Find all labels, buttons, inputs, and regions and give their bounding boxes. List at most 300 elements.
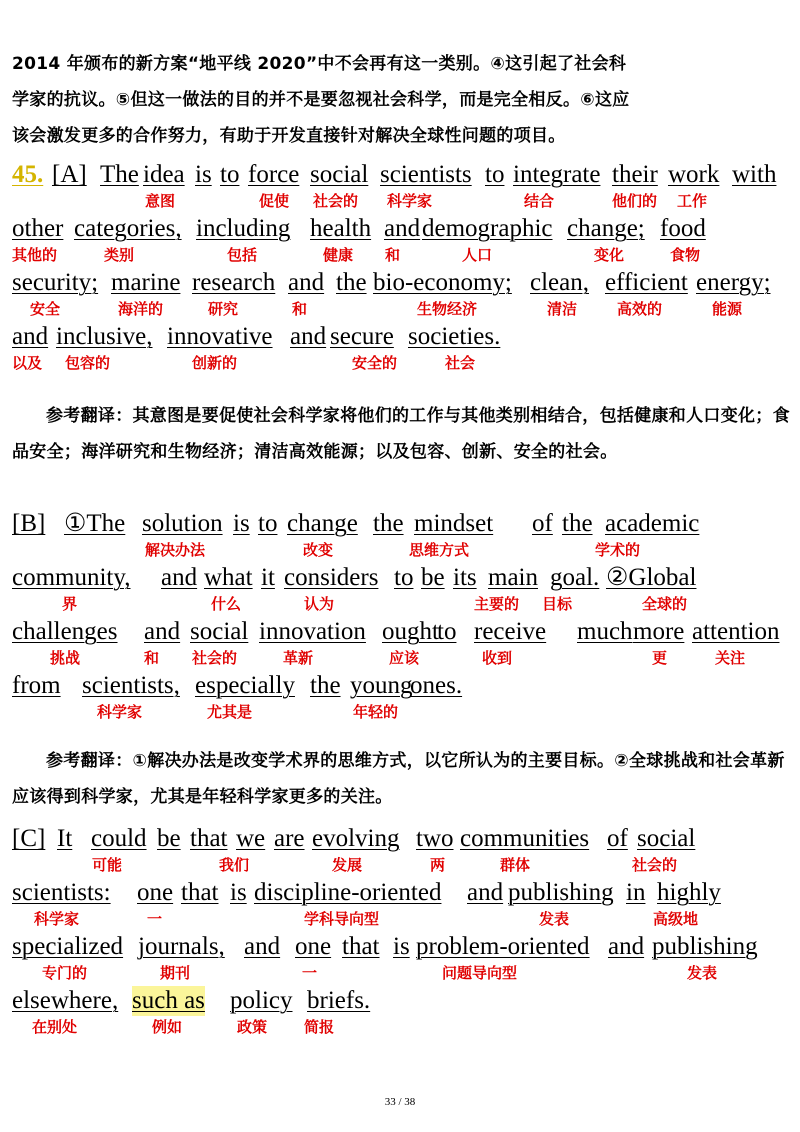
english-word: inclusive, bbox=[56, 323, 153, 350]
chinese-gloss: 和 bbox=[385, 246, 401, 264]
english-word: work bbox=[668, 161, 720, 188]
gloss-token bbox=[64, 509, 125, 539]
english-word: to bbox=[394, 564, 414, 591]
gloss-token bbox=[474, 617, 546, 647]
gloss-token bbox=[12, 563, 131, 593]
gloss-line bbox=[12, 617, 792, 673]
english-word: marine bbox=[111, 269, 181, 296]
english-word: it bbox=[261, 564, 275, 591]
chinese-gloss: 以及 bbox=[12, 354, 43, 372]
gloss-token bbox=[56, 322, 153, 352]
chinese-gloss: 科学家 bbox=[387, 192, 433, 210]
chinese-gloss: 更 bbox=[652, 649, 668, 667]
chinese-gloss: 简报 bbox=[304, 1018, 335, 1036]
chinese-gloss: 类别 bbox=[104, 246, 135, 264]
english-word: is bbox=[233, 510, 250, 537]
gloss-token bbox=[192, 268, 275, 298]
chinese-gloss: 发展 bbox=[332, 856, 363, 874]
chinese-gloss: 可能 bbox=[92, 856, 123, 874]
english-word: and bbox=[384, 215, 421, 242]
chinese-gloss: 学科导向型 bbox=[304, 910, 380, 928]
chinese-gloss: 群体 bbox=[500, 856, 531, 874]
gloss-token bbox=[258, 509, 277, 539]
english-word: highly bbox=[657, 879, 721, 906]
english-word: such as bbox=[132, 987, 205, 1014]
chinese-gloss: 认为 bbox=[304, 595, 335, 613]
english-word: It bbox=[57, 825, 73, 852]
chinese-gloss: 工作 bbox=[677, 192, 708, 210]
gloss-line bbox=[12, 322, 792, 378]
gloss-token bbox=[421, 563, 445, 593]
chinese-gloss: 应该 bbox=[389, 649, 420, 667]
chinese-gloss: 社会的 bbox=[313, 192, 359, 210]
english-word: The bbox=[100, 161, 139, 188]
english-word: that bbox=[190, 825, 228, 852]
chinese-gloss: 和 bbox=[144, 649, 160, 667]
chinese-gloss: 两 bbox=[430, 856, 446, 874]
chinese-gloss: 食物 bbox=[670, 246, 701, 264]
english-word: discipline-oriented bbox=[254, 879, 442, 906]
chinese-gloss: 创新的 bbox=[192, 354, 238, 372]
gloss-line bbox=[12, 932, 792, 988]
gloss-token bbox=[181, 878, 219, 908]
page-number bbox=[0, 1096, 800, 1108]
english-word: to bbox=[258, 510, 278, 537]
gloss-token bbox=[12, 268, 98, 298]
gloss-token bbox=[422, 214, 553, 244]
chinese-gloss: 人口 bbox=[462, 246, 493, 264]
gloss-token bbox=[637, 824, 695, 854]
english-word: health bbox=[310, 215, 372, 242]
gloss-token bbox=[220, 160, 239, 190]
gloss-token bbox=[82, 671, 180, 701]
translation-b: 参考翻译：①解决办法是改变学术界的思维方式，以它所认为的主要目标。②全球挑战和社会革新应该得到科学家，尤其是年轻科学家更多的关注。 bbox=[12, 751, 785, 807]
chinese-gloss: 海洋的 bbox=[118, 300, 164, 318]
english-word: attention bbox=[692, 618, 780, 645]
gloss-token bbox=[190, 824, 228, 854]
gloss-token bbox=[612, 160, 658, 190]
gloss-token bbox=[161, 563, 197, 593]
gloss-token bbox=[244, 932, 280, 962]
gloss-line bbox=[12, 824, 792, 880]
english-word: scientists bbox=[380, 161, 472, 188]
chinese-gloss: 促使 bbox=[259, 192, 290, 210]
gloss-token bbox=[312, 824, 400, 854]
english-word: in bbox=[626, 879, 646, 906]
english-word: solution bbox=[142, 510, 223, 537]
gloss-token bbox=[132, 986, 205, 1016]
current-page: 33 bbox=[384, 1096, 396, 1108]
intro-line: 学家的抗议。⑤但这一做法的目的并不是要忽视社会科学，而是完全相反。⑥这应 bbox=[12, 90, 630, 110]
gloss-token bbox=[608, 932, 644, 962]
english-word: the bbox=[562, 510, 593, 537]
gloss-token bbox=[137, 878, 173, 908]
chinese-gloss: 其他的 bbox=[12, 246, 58, 264]
chinese-gloss: 挑战 bbox=[50, 649, 81, 667]
intro-line: 2014 年颁布的新方案“地平线 2020”中不会再有这一类别。④这引起了社会科 bbox=[12, 54, 627, 74]
english-word: that bbox=[342, 933, 380, 960]
gloss-token bbox=[606, 563, 696, 593]
english-word: to bbox=[220, 161, 240, 188]
gloss-token bbox=[91, 824, 147, 854]
english-word: we bbox=[236, 825, 266, 852]
english-word: and bbox=[12, 323, 49, 350]
gloss-token bbox=[657, 878, 721, 908]
chinese-gloss: 意图 bbox=[145, 192, 176, 210]
chinese-gloss: 学术的 bbox=[595, 541, 641, 559]
chinese-gloss: 包括 bbox=[227, 246, 258, 264]
gloss-token bbox=[488, 563, 538, 593]
gloss-token bbox=[142, 509, 223, 539]
english-word: with bbox=[732, 161, 777, 188]
gloss-token bbox=[144, 617, 180, 647]
chinese-gloss: 一 bbox=[302, 964, 318, 982]
chinese-gloss: 和 bbox=[292, 300, 308, 318]
english-word: one bbox=[137, 879, 174, 906]
english-word: energy; bbox=[696, 269, 771, 296]
english-word: food bbox=[660, 215, 706, 242]
gloss-token bbox=[12, 986, 118, 1016]
gloss-token bbox=[12, 932, 123, 962]
english-word: problem-oriented bbox=[416, 933, 590, 960]
chinese-gloss: 全球的 bbox=[642, 595, 688, 613]
english-word: and bbox=[144, 618, 181, 645]
total-pages: 38 bbox=[404, 1096, 416, 1108]
chinese-gloss: 我们 bbox=[219, 856, 250, 874]
gloss-token bbox=[350, 671, 413, 701]
gloss-token bbox=[12, 617, 118, 647]
gloss-token bbox=[567, 214, 645, 244]
gloss-token bbox=[143, 160, 185, 190]
question-number bbox=[12, 160, 43, 190]
gloss-token bbox=[74, 214, 182, 244]
gloss-token bbox=[310, 671, 341, 701]
english-word: especially bbox=[195, 672, 295, 699]
chinese-gloss: 什么 bbox=[211, 595, 242, 613]
gloss-token bbox=[288, 268, 324, 298]
english-word: its bbox=[453, 564, 477, 591]
english-word: social bbox=[190, 618, 249, 645]
english-word: to bbox=[437, 618, 457, 645]
gloss-token bbox=[12, 509, 45, 539]
chinese-gloss: 科学家 bbox=[97, 703, 143, 721]
english-word: societies. bbox=[408, 323, 501, 350]
chinese-gloss: 革新 bbox=[283, 649, 314, 667]
english-word: ought bbox=[382, 618, 439, 645]
chinese-gloss: 政策 bbox=[237, 1018, 268, 1036]
chinese-gloss: 目标 bbox=[542, 595, 573, 613]
chinese-gloss: 问题导向型 bbox=[442, 964, 518, 982]
chinese-gloss: 关注 bbox=[715, 649, 746, 667]
chinese-gloss: 年轻的 bbox=[353, 703, 399, 721]
english-word: academic bbox=[605, 510, 700, 537]
gloss-token bbox=[259, 617, 366, 647]
gloss-token bbox=[230, 878, 247, 908]
gloss-token bbox=[190, 617, 248, 647]
gloss-token bbox=[195, 160, 212, 190]
gloss-token bbox=[157, 824, 181, 854]
gloss-token bbox=[261, 563, 275, 593]
english-word: two bbox=[416, 825, 454, 852]
english-word: the bbox=[310, 672, 341, 699]
english-word: and bbox=[467, 879, 504, 906]
english-word: more bbox=[633, 618, 685, 645]
english-word: research bbox=[192, 269, 276, 296]
gloss-token bbox=[732, 160, 776, 190]
gloss-token bbox=[310, 160, 368, 190]
gloss-token bbox=[233, 509, 250, 539]
english-word: young bbox=[350, 672, 413, 699]
chinese-gloss: 科学家 bbox=[34, 910, 80, 928]
english-word: idea bbox=[143, 161, 185, 188]
gloss-token bbox=[230, 986, 293, 1016]
chinese-gloss: 生物经济 bbox=[417, 300, 478, 318]
english-word: policy bbox=[230, 987, 293, 1014]
english-word: other bbox=[12, 215, 64, 242]
gloss-token bbox=[562, 509, 593, 539]
translation-a: 参考翻译：其意图是要促使社会科学家将他们的工作与其他类别相结合，包括健康和人口变化；食品安全；海洋研究和生物经济；清洁高效能源；以及包容、创新、安全的社会。 bbox=[12, 406, 790, 462]
gloss-line bbox=[12, 563, 792, 619]
gloss-token bbox=[414, 509, 493, 539]
chinese-gloss: 期刊 bbox=[160, 964, 191, 982]
english-word: is bbox=[195, 161, 212, 188]
gloss-token bbox=[652, 932, 758, 962]
chinese-gloss: 结合 bbox=[524, 192, 555, 210]
gloss-token bbox=[605, 509, 699, 539]
gloss-line bbox=[12, 878, 792, 934]
chinese-gloss: 高级地 bbox=[653, 910, 699, 928]
gloss-token bbox=[633, 617, 684, 647]
english-word: clean, bbox=[530, 269, 589, 296]
english-word: challenges bbox=[12, 618, 118, 645]
english-word: specialized bbox=[12, 933, 124, 960]
english-word: briefs. bbox=[307, 987, 371, 1014]
gloss-token bbox=[692, 617, 779, 647]
chinese-gloss: 他们的 bbox=[612, 192, 658, 210]
intro-paragraph bbox=[12, 46, 790, 154]
english-word: receive bbox=[474, 618, 547, 645]
english-word: scientists: bbox=[12, 879, 111, 906]
english-word: secure bbox=[330, 323, 394, 350]
gloss-line bbox=[12, 986, 792, 1042]
english-word: integrate bbox=[513, 161, 601, 188]
gloss-token bbox=[508, 878, 614, 908]
chinese-gloss: 研究 bbox=[208, 300, 239, 318]
gloss-token bbox=[394, 563, 413, 593]
english-word: demographic bbox=[422, 215, 553, 242]
english-word: efficient bbox=[605, 269, 688, 296]
chinese-gloss: 安全 bbox=[30, 300, 61, 318]
gloss-token bbox=[416, 824, 454, 854]
page-separator: / bbox=[398, 1096, 402, 1108]
gloss-token bbox=[460, 824, 589, 854]
gloss-token bbox=[12, 322, 48, 352]
english-word: including bbox=[196, 215, 291, 242]
gloss-token bbox=[437, 617, 456, 647]
chinese-gloss: 一 bbox=[147, 910, 163, 928]
chinese-gloss: 解决办法 bbox=[145, 541, 206, 559]
english-word: their bbox=[612, 161, 658, 188]
english-word: mindset bbox=[414, 510, 494, 537]
english-word: goal. bbox=[550, 564, 600, 591]
chinese-gloss: 界 bbox=[62, 595, 78, 613]
english-word: innovation bbox=[259, 618, 366, 645]
english-word: is bbox=[393, 933, 410, 960]
gloss-token bbox=[453, 563, 477, 593]
gloss-token bbox=[393, 932, 410, 962]
english-word: be bbox=[157, 825, 181, 852]
question-number-text: 45. bbox=[12, 161, 44, 188]
chinese-gloss: 尤其是 bbox=[207, 703, 253, 721]
chinese-gloss: 社会 bbox=[445, 354, 476, 372]
gloss-token bbox=[204, 563, 253, 593]
english-word: and bbox=[244, 933, 281, 960]
gloss-token bbox=[12, 214, 63, 244]
english-word: journals, bbox=[138, 933, 225, 960]
english-word: and bbox=[290, 323, 327, 350]
english-word: evolving bbox=[312, 825, 400, 852]
gloss-token bbox=[467, 878, 503, 908]
gloss-token bbox=[12, 824, 45, 854]
gloss-token bbox=[167, 322, 273, 352]
english-word: is bbox=[230, 879, 247, 906]
gloss-token bbox=[307, 986, 370, 1016]
english-word: of bbox=[607, 825, 628, 852]
gloss-token bbox=[12, 671, 61, 701]
english-word: force bbox=[248, 161, 300, 188]
gloss-token bbox=[195, 671, 295, 701]
gloss-token bbox=[12, 878, 111, 908]
gloss-token bbox=[410, 671, 462, 701]
chinese-gloss: 社会的 bbox=[632, 856, 678, 874]
gloss-line bbox=[12, 509, 792, 565]
gloss-token bbox=[485, 160, 504, 190]
english-word: security; bbox=[12, 269, 99, 296]
english-word: and bbox=[161, 564, 198, 591]
english-word: be bbox=[421, 564, 445, 591]
english-word: publishing bbox=[508, 879, 614, 906]
gloss-token bbox=[373, 509, 404, 539]
english-word: and bbox=[288, 269, 325, 296]
gloss-token bbox=[138, 932, 225, 962]
english-word: communities bbox=[460, 825, 590, 852]
english-word: what bbox=[204, 564, 253, 591]
english-word: social bbox=[637, 825, 696, 852]
gloss-line bbox=[12, 160, 792, 216]
english-word: bio-economy; bbox=[373, 269, 512, 296]
english-word: ones. bbox=[410, 672, 463, 699]
gloss-token bbox=[605, 268, 688, 298]
gloss-token bbox=[196, 214, 290, 244]
english-word: social bbox=[310, 161, 369, 188]
gloss-line bbox=[12, 268, 792, 324]
gloss-token bbox=[310, 214, 371, 244]
chinese-gloss: 专门的 bbox=[42, 964, 88, 982]
chinese-gloss: 社会的 bbox=[192, 649, 238, 667]
chinese-gloss: 安全的 bbox=[352, 354, 398, 372]
gloss-token bbox=[111, 268, 180, 298]
gloss-token bbox=[52, 160, 87, 190]
gloss-token bbox=[236, 824, 265, 854]
english-word: and bbox=[608, 933, 645, 960]
chinese-gloss: 健康 bbox=[323, 246, 354, 264]
gloss-token bbox=[607, 824, 628, 854]
gloss-token bbox=[696, 268, 771, 298]
intro-line: 该会激发更多的合作努力，有助于开发直接针对解决全球性问题的项目。 bbox=[12, 126, 566, 146]
chinese-gloss: 主要的 bbox=[474, 595, 520, 613]
gloss-line bbox=[12, 214, 792, 270]
gloss-token bbox=[408, 322, 500, 352]
gloss-token bbox=[513, 160, 600, 190]
english-word: ②Global bbox=[606, 564, 697, 591]
gloss-line bbox=[12, 671, 792, 727]
english-word: the bbox=[336, 269, 367, 296]
chinese-gloss: 包容的 bbox=[65, 354, 111, 372]
english-word: that bbox=[181, 879, 219, 906]
chinese-gloss: 例如 bbox=[152, 1018, 183, 1036]
gloss-token bbox=[254, 878, 441, 908]
english-word: the bbox=[373, 510, 404, 537]
english-word: to bbox=[485, 161, 505, 188]
english-word: main bbox=[488, 564, 538, 591]
chinese-gloss: 收到 bbox=[482, 649, 513, 667]
english-word: ①The bbox=[64, 510, 126, 537]
chinese-gloss: 变化 bbox=[594, 246, 625, 264]
english-word: innovative bbox=[167, 323, 273, 350]
gloss-token bbox=[248, 160, 299, 190]
gloss-token bbox=[380, 160, 472, 190]
gloss-token bbox=[384, 214, 420, 244]
english-word: [C] bbox=[12, 825, 46, 852]
chinese-gloss: 发表 bbox=[687, 964, 718, 982]
gloss-token bbox=[373, 268, 512, 298]
english-word: change; bbox=[567, 215, 645, 242]
english-word: change bbox=[287, 510, 358, 537]
gloss-token bbox=[382, 617, 439, 647]
chinese-gloss: 思维方式 bbox=[409, 541, 470, 559]
gloss-token bbox=[342, 932, 380, 962]
gloss-token bbox=[577, 617, 633, 647]
english-word: much bbox=[577, 618, 633, 645]
english-word: publishing bbox=[652, 933, 758, 960]
gloss-token bbox=[290, 322, 326, 352]
gloss-token bbox=[530, 268, 589, 298]
gloss-token bbox=[287, 509, 358, 539]
gloss-token bbox=[57, 824, 72, 854]
gloss-token bbox=[284, 563, 378, 593]
gloss-token bbox=[274, 824, 305, 854]
chinese-gloss: 改变 bbox=[303, 541, 334, 559]
chinese-gloss: 清洁 bbox=[547, 300, 578, 318]
gloss-token bbox=[532, 509, 553, 539]
english-word: considers bbox=[284, 564, 379, 591]
gloss-token bbox=[550, 563, 599, 593]
chinese-gloss: 在别处 bbox=[32, 1018, 78, 1036]
gloss-token bbox=[336, 268, 367, 298]
gloss-token bbox=[295, 932, 331, 962]
chinese-gloss: 发表 bbox=[539, 910, 570, 928]
english-word: from bbox=[12, 672, 61, 699]
gloss-token bbox=[100, 160, 139, 190]
chinese-gloss: 高效的 bbox=[617, 300, 663, 318]
english-word: could bbox=[91, 825, 147, 852]
english-word: scientists, bbox=[82, 672, 180, 699]
gloss-token bbox=[668, 160, 719, 190]
chinese-gloss: 能源 bbox=[712, 300, 743, 318]
english-word: are bbox=[274, 825, 305, 852]
gloss-token bbox=[330, 322, 394, 352]
english-word: community, bbox=[12, 564, 131, 591]
